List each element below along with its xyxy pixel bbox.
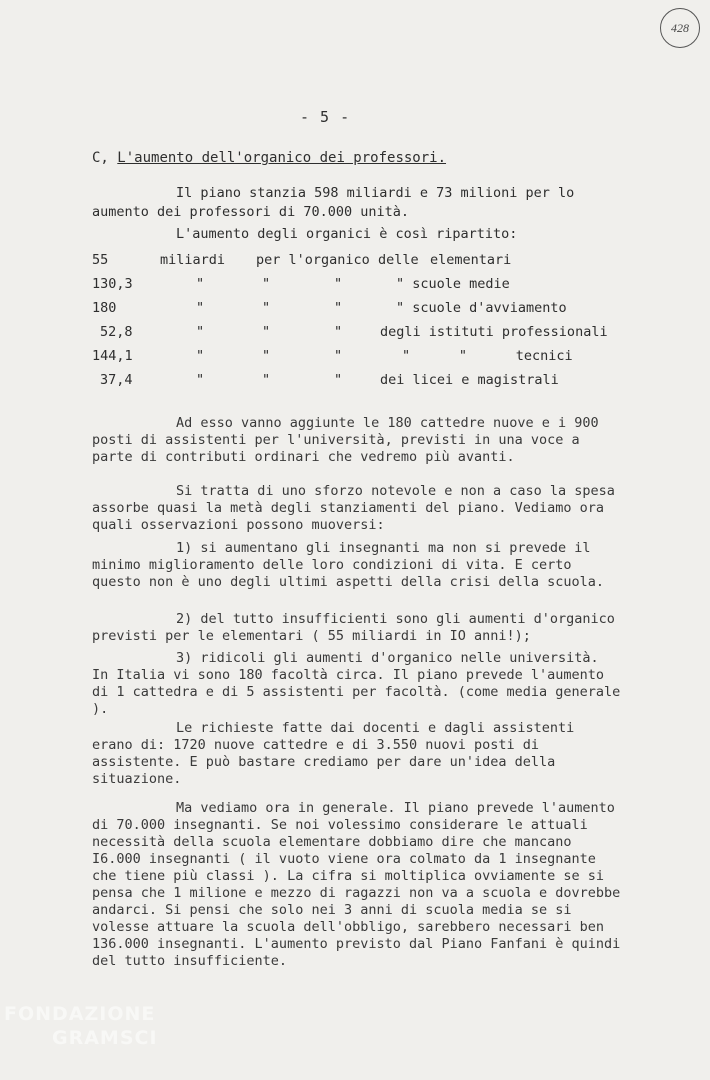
amount: 144,1 [92, 348, 133, 364]
ditto: " [334, 300, 343, 316]
paragraph [92, 483, 622, 534]
ditto: " [262, 372, 271, 388]
amount: 130,3 [92, 276, 133, 292]
paragraph-text: Ad esso vanno aggiunte le 180 cattedre nuove e i 900 posti di assistenti per l'università, previsti in una voce a parte di contributi ordinari che vedremo più avanti. [92, 415, 599, 465]
table-row [92, 252, 632, 272]
ditto: " [262, 348, 271, 364]
ditto: " [262, 324, 271, 340]
table-note: L'aumento degli organici è così ripartito: [176, 226, 518, 242]
heading-title: L'aumento dell'organico dei professori. [117, 150, 447, 166]
category: dei licei e magistrali [380, 372, 559, 388]
watermark-line: GRAMSCI [52, 1027, 158, 1049]
ditto: " [196, 300, 205, 316]
amount: 180 [92, 300, 117, 316]
paragraph-text: Le richieste fatte dai docenti e dagli assistenti erano di: 1720 nuove cattedre e di 3.550 nuovi posti di assistente. E può bastare crediamo per dare un'idea della situazione. [92, 720, 575, 787]
ditto: " [262, 276, 271, 292]
ditto: " [196, 324, 205, 340]
category: " scuole medie [396, 276, 510, 292]
paragraph-text: 3) ridicoli gli aumenti d'organico nelle università. In Italia vi sono 180 facoltà circa. Il piano prevede l'aumento di 1 cattedra e di 5 assistenti per facoltà. (come media generale ). [92, 650, 621, 717]
paragraph-text: Ma vediamo ora in generale. Il piano prevede l'aumento di 70.000 insegnanti. Se noi volessimo considerare le attuali necessità della scuola elementare dobbiamo dire che mancano I6.000 insegnanti ( il vuoto viene ora colmato da 1 insegnante che tiene più classi ). La cifra si moltiplica ovviamente se si pensa che 1 milione e mezzo di ragazzi non va a scuola e dovrebbe andarci. Si pensi che solo nei 3 anni di scuola media se si volesse attuare la scuola dell'obbligo, sarebbero necessari ben 136.000 insegnanti. L'aumento previsto dal Piano Fanfani è quindi del tutto insufficiente. [92, 800, 621, 969]
amount: 52,8 [100, 324, 133, 340]
amount: 37,4 [100, 372, 133, 388]
watermark-line: FONDAZIONE [4, 1003, 156, 1025]
paragraph [92, 540, 622, 591]
table-row [92, 348, 632, 368]
heading-prefix: C, [92, 150, 109, 166]
category: elementari [430, 252, 512, 268]
archive-stamp: 428 [660, 8, 700, 48]
ditto: per l'organico [256, 252, 370, 268]
paragraph [92, 650, 622, 718]
intro-paragraph [92, 184, 632, 222]
ditto: " [196, 276, 205, 292]
paragraph [92, 800, 622, 970]
category: " scuole d'avviamento [396, 300, 567, 316]
archive-watermark [4, 1002, 184, 1050]
paragraph [92, 415, 622, 466]
ditto: " [334, 276, 343, 292]
intro-text: Il piano stanzia 598 miliardi e 73 milioni per lo aumento dei professori di 70.000 unità. [92, 185, 575, 220]
category: " " tecnici [402, 348, 573, 364]
paragraph [92, 611, 622, 645]
ditto: " [334, 372, 343, 388]
unit: miliardi [160, 252, 226, 268]
ditto: " [196, 348, 205, 364]
category: degli istituti professionali [380, 324, 608, 340]
page-number: - 5 - [300, 108, 351, 126]
ditto: " [334, 348, 343, 364]
table-row [92, 300, 632, 320]
paragraph-text: 1) si aumentano gli insegnanti ma non si prevede il minimo miglioramento delle loro condizioni di vita. E certo questo non è uno degli ultimi aspetti della crisi della scuola. [92, 540, 605, 590]
paragraph-text: Si tratta di uno sforzo notevole e non a caso la spesa assorbe quasi la metà degli stanziamenti del piano. Vediamo ora quali osservazioni possono muoversi: [92, 483, 615, 533]
ditto: " [196, 372, 205, 388]
table-row [92, 324, 632, 344]
table-row [92, 372, 632, 392]
table-row [92, 276, 632, 296]
ditto: " [262, 300, 271, 316]
ditto: delle [378, 252, 419, 268]
paragraph [92, 720, 622, 788]
paragraph-text: 2) del tutto insufficienti sono gli aumenti d'organico previsti per le elementari ( 55 miliardi in IO anni!); [92, 611, 615, 644]
section-heading [92, 150, 446, 166]
ditto: " [334, 324, 343, 340]
amount: 55 [92, 252, 109, 268]
